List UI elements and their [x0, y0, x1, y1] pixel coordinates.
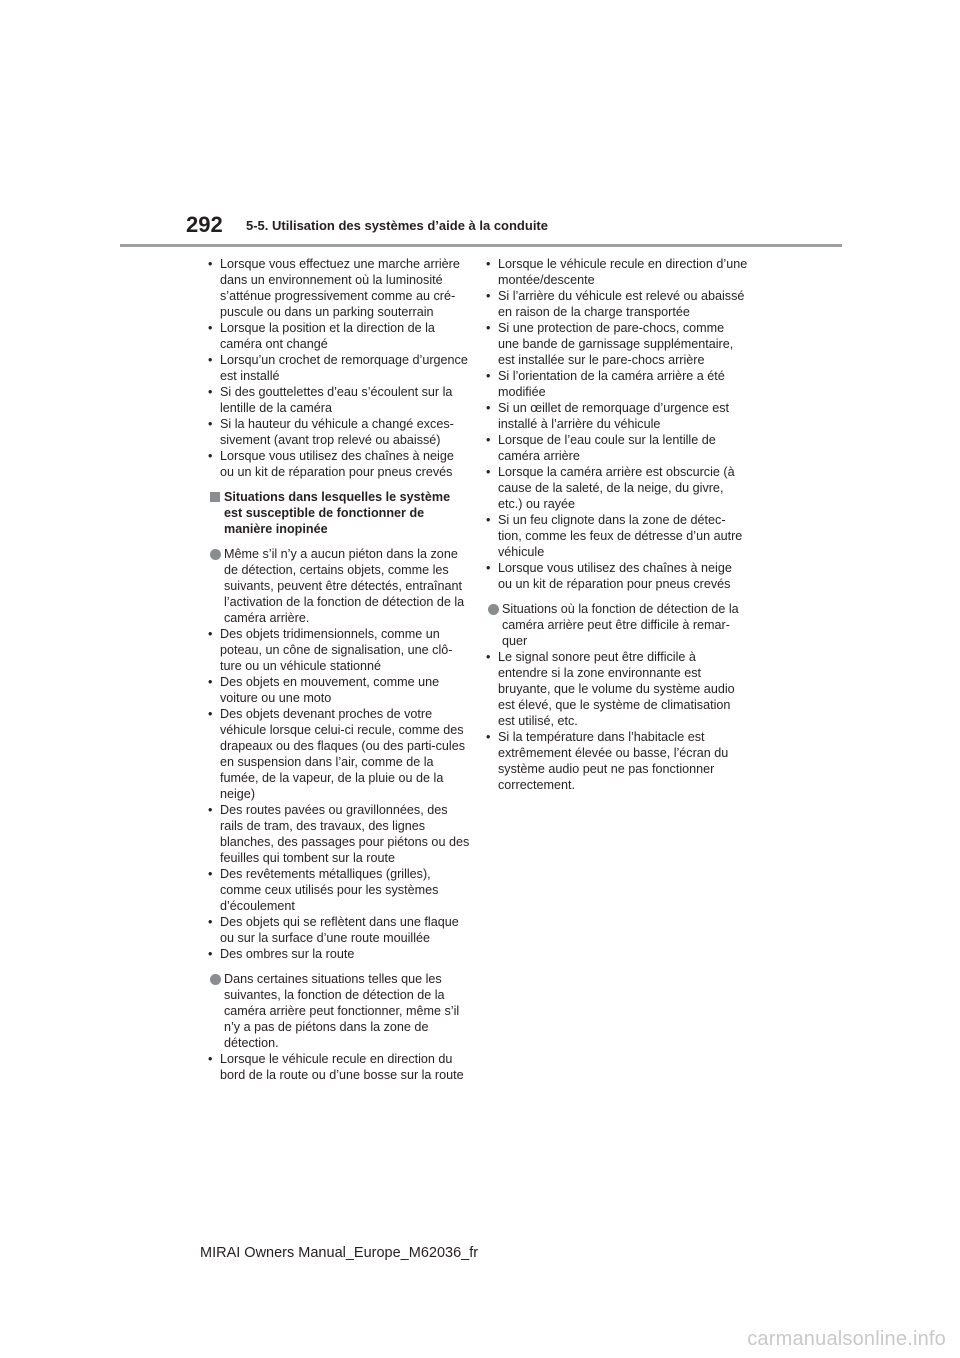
list-item: • Des objets devenant proches de votre véhicule lorsque celui-ci recule, comme des drapeaux ou des flaques (ou des parti-cules en suspension dans l’air, comme de la fumée, de la vapeur, de la pluie ou de la neige) [200, 706, 470, 802]
page-number: 292 [186, 212, 223, 237]
left-column [200, 256, 470, 1083]
bullet-list [200, 1051, 470, 1083]
circle-bullet-icon [488, 604, 499, 615]
list-item: • Lorsque vous effectuez une marche arrière dans un environnement où la luminosité s’atténue progressivement comme au cré-puscule ou dans un parking souterrain [200, 256, 470, 320]
circle-bullet-icon [210, 974, 221, 985]
subsection-heading [200, 489, 470, 537]
list-item: • Lorsque le véhicule recule en direction du bord de la route ou d’une bosse sur la route [200, 1051, 470, 1083]
list-item: • Des routes pavées ou gravillonnées, des rails de tram, des travaux, des lignes blanches, des passages pour piétons ou des feuilles qui tombent sur la route [200, 802, 470, 866]
bullet-list [200, 256, 470, 480]
list-item: • Lorsque le véhicule recule en direction d’une montée/descente [478, 256, 748, 288]
circle-bullet-icon [210, 549, 221, 560]
bullet-list [478, 256, 748, 592]
paragraph [478, 601, 748, 649]
list-item: • Si la température dans l’habitacle est extrêmement élevée ou basse, l’écran du système audio peut ne pas fonctionner correctement. [478, 729, 748, 793]
list-item: • Si l’orientation de la caméra arrière a été modifiée [478, 368, 748, 400]
list-item: • Des ombres sur la route [200, 946, 470, 962]
list-item: • Des revêtements métalliques (grilles), comme ceux utilisés pour les systèmes d’écoulement [200, 866, 470, 914]
right-column [478, 256, 748, 793]
paragraph [200, 971, 470, 1051]
list-item: • Si l’arrière du véhicule est relevé ou abaissé en raison de la charge transportée [478, 288, 748, 320]
list-item: • Si un œillet de remorquage d’urgence est installé à l’arrière du véhicule [478, 400, 748, 432]
watermark: carmanualsonline.info [747, 1328, 946, 1350]
section-title: 5-5. Utilisation des systèmes d’aide à la conduite [246, 218, 548, 233]
bullet-list [200, 626, 470, 962]
paragraph-text: Même s’il n’y a aucun piéton dans la zone de détection, certains objets, comme les suivants, peuvent être détectés, entraînant l’activation de la fonction de détection de la caméra arrière. [224, 547, 465, 625]
subsection-heading-text: Situations dans lesquelles le système est susceptible de fonctionner de manière inopinée [224, 490, 451, 536]
list-item: • Lorsque la position et la direction de la caméra ont changé [200, 320, 470, 352]
bullet-list [478, 649, 748, 793]
paragraph [200, 546, 470, 626]
list-item: • Le signal sonore peut être difficile à entendre si la zone environnante est bruyante, que le volume du système audio est élevé, que le système de climatisation est utilisé, etc. [478, 649, 748, 729]
footer-manual-id: MIRAI Owners Manual_Europe_M62036_fr [200, 1245, 479, 1261]
square-bullet-icon [210, 492, 220, 502]
list-item: • Des objets tridimensionnels, comme un poteau, un cône de signalisation, une clô-ture ou un véhicule stationné [200, 626, 470, 674]
paragraph-text: Situations où la fonction de détection de la caméra arrière peut être difficile à remar-quer [502, 602, 739, 648]
list-item: • Si des gouttelettes d’eau s’écoulent sur la lentille de la caméra [200, 384, 470, 416]
list-item: • Lorsque vous utilisez des chaînes à neige ou un kit de réparation pour pneus crevés [200, 448, 470, 480]
list-item: • Lorsque la caméra arrière est obscurcie (à cause de la saleté, de la neige, du givre, etc.) ou rayée [478, 464, 748, 512]
list-item: • Lorsqu’un crochet de remorquage d’urgence est installé [200, 352, 470, 384]
list-item: • Des objets qui se reflètent dans une flaque ou sur la surface d’une route mouillée [200, 914, 470, 946]
header-rule [120, 244, 842, 247]
list-item: • Si un feu clignote dans la zone de détec-tion, comme les feux de détresse d’un autre véhicule [478, 512, 748, 560]
list-item: • Lorsque de l’eau coule sur la lentille de caméra arrière [478, 432, 748, 464]
paragraph-text: Dans certaines situations telles que les suivantes, la fonction de détection de la caméra arrière peut fonctionner, même s’il n’y a pas de piétons dans la zone de détection. [224, 972, 460, 1050]
list-item: • Lorsque vous utilisez des chaînes à neige ou un kit de réparation pour pneus crevés [478, 560, 748, 592]
list-item: • Si une protection de pare-chocs, comme une bande de garnissage supplémentaire, est installée sur le pare-chocs arrière [478, 320, 748, 368]
list-item: • Si la hauteur du véhicule a changé exces-sivement (avant trop relevé ou abaissé) [200, 416, 470, 448]
list-item: • Des objets en mouvement, comme une voiture ou une moto [200, 674, 470, 706]
